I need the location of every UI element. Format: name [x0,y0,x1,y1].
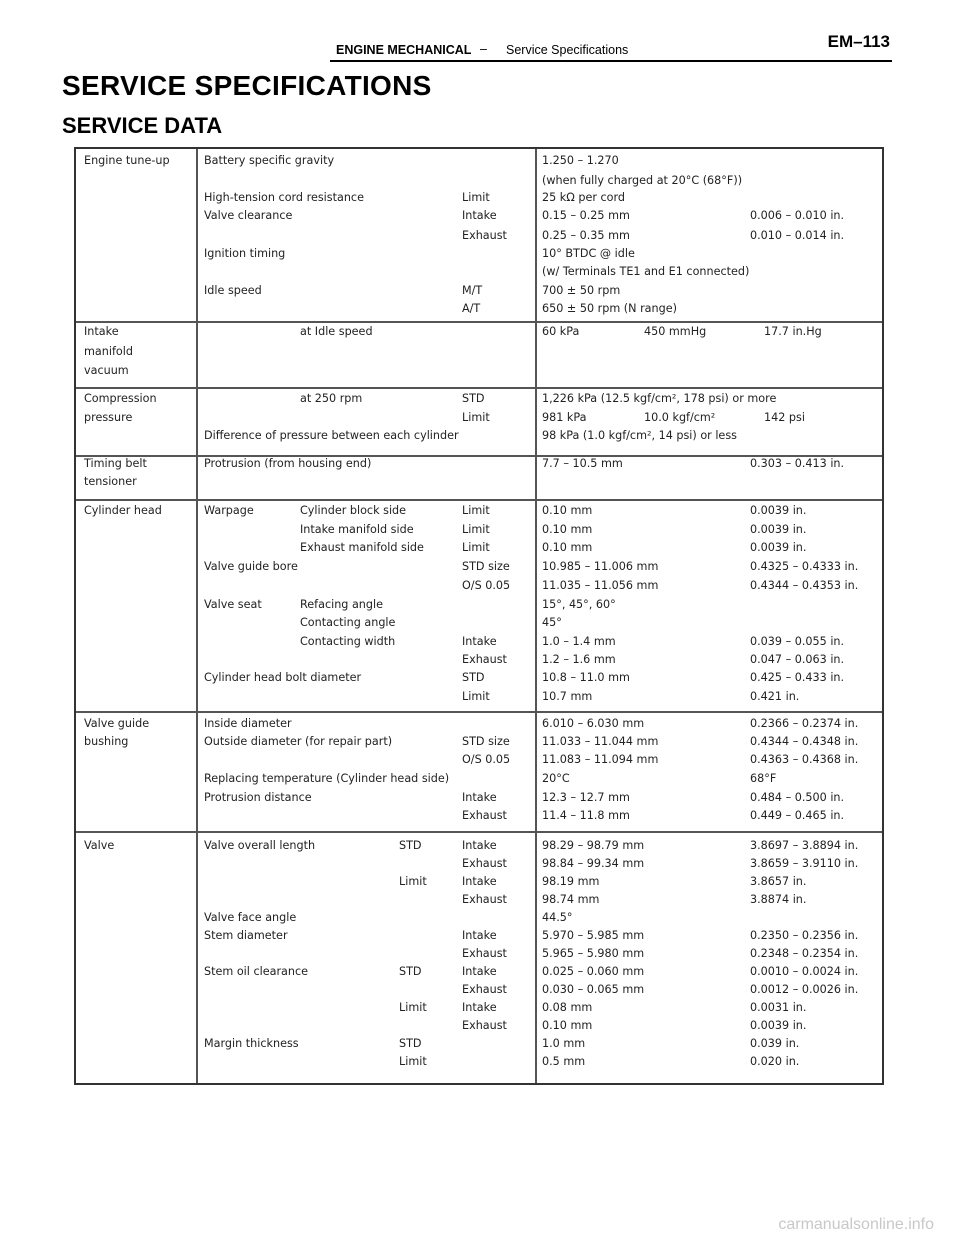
row-divider [76,387,882,389]
cylinder-head-imperial-value: 0.0039 in. [750,541,807,554]
valve-condition-label: STD [399,839,422,852]
cylinder-head-imperial-value: 0.0039 in. [750,523,807,536]
cylinder-head-sub-parameter-label: Intake manifold side [300,523,414,536]
valve-guide-bushing-item-label: Valve guide [84,717,150,730]
valve-imperial-value: 0.0031 in. [750,1001,807,1014]
engine-tune-up-imperial-value: 0.006 – 0.010 in. [750,209,845,222]
timing-belt-tensioner-parameter-label: Protrusion (from housing end) [204,457,372,470]
cylinder-head-spec-type-label: Limit [462,690,490,703]
engine-tune-up-metric-value: (when fully charged at 20°C (68°F)) [542,174,743,187]
cylinder-head-metric-value: 10.7 mm [542,690,593,703]
header-section: ENGINE MECHANICAL [336,43,472,57]
valve-spec-type-label: Intake [462,929,497,942]
intake-manifold-vacuum-item-label: vacuum [84,364,129,377]
valve-spec-type-label: Exhaust [462,947,507,960]
cylinder-head-imperial-value: 0.039 – 0.055 in. [750,635,845,648]
cylinder-head-metric-value: 45° [542,616,562,629]
row-divider [76,711,882,713]
cylinder-head-metric-value: 0.10 mm [542,504,593,517]
compression-pressure-item-label: Compression [84,392,157,405]
timing-belt-tensioner-imperial-value: 0.303 – 0.413 in. [750,457,845,470]
valve-guide-bushing-metric-value: 12.3 – 12.7 mm [542,791,630,804]
valve-spec-type-label: Intake [462,875,497,888]
valve-metric-value: 98.29 – 98.79 mm [542,839,645,852]
valve-guide-bushing-spec-type-label: STD size [462,735,510,748]
row-divider [76,499,882,501]
valve-guide-bushing-item-label: bushing [84,735,129,748]
valve-guide-bushing-spec-type-label: O/S 0.05 [462,753,511,766]
valve-guide-bushing-parameter-label: Replacing temperature (Cylinder head side) [204,772,450,785]
cylinder-head-parameter-label: Cylinder head bolt diameter [204,671,362,684]
valve-parameter-label: Valve overall length [204,839,316,852]
valve-guide-bushing-parameter-label: Outside diameter (for repair part) [204,735,393,748]
cylinder-head-imperial-value: 0.421 in. [750,690,800,703]
section-title: SERVICE DATA [62,113,223,138]
valve-imperial-value: 0.0012 – 0.0026 in. [750,983,859,996]
engine-tune-up-metric-value: 0.15 – 0.25 mm [542,209,630,222]
cylinder-head-sub-parameter-label: Contacting angle [300,616,396,629]
compression-pressure-sub-parameter-label: at 250 rpm [300,392,363,405]
engine-tune-up-metric-value: 10° BTDC @ idle [542,247,635,260]
cylinder-head-parameter-label: Valve guide bore [204,560,298,573]
compression-pressure-parameter-label: Difference of pressure between each cylinder [204,429,459,442]
valve-guide-bushing-imperial-value: 0.4344 – 0.4348 in. [750,735,859,748]
engine-tune-up-metric-value: 25 kΩ per cord [542,191,626,204]
engine-tune-up-metric-value: 0.25 – 0.35 mm [542,229,630,242]
engine-tune-up-spec-type-label: Limit [462,191,490,204]
intake-manifold-vacuum-item-label: manifold [84,345,133,358]
watermark: carmanualsonline.info [778,1216,934,1233]
compression-pressure-metric-value: 981 kPa [542,411,587,424]
valve-guide-bushing-parameter-label: Inside diameter [204,717,292,730]
engine-tune-up-metric-value: 650 ± 50 rpm (N range) [542,302,677,315]
valve-metric-value: 98.74 mm [542,893,600,906]
cylinder-head-spec-type-label: Intake [462,635,497,648]
engine-tune-up-parameter-label: Valve clearance [204,209,293,222]
row-divider [76,321,882,323]
valve-parameter-label: Stem oil clearance [204,965,309,978]
valve-guide-bushing-imperial-value: 0.2366 – 0.2374 in. [750,717,859,730]
intake-manifold-vacuum-metric-value: 60 kPa [542,325,580,338]
cylinder-head-metric-value: 10.8 – 11.0 mm [542,671,630,684]
valve-imperial-value: 3.8659 – 3.9110 in. [750,857,859,870]
column-divider [196,149,198,1083]
valve-imperial-value: 3.8657 in. [750,875,807,888]
valve-metric-value: 1.0 mm [542,1037,586,1050]
engine-tune-up-spec-type-label: A/T [462,302,481,315]
cylinder-head-sub-parameter-label: Contacting width [300,635,396,648]
engine-tune-up-parameter-label: Ignition timing [204,247,286,260]
valve-spec-type-label: Exhaust [462,983,507,996]
cylinder-head-imperial-value: 0.425 – 0.433 in. [750,671,845,684]
cylinder-head-parameter-label: Warpage [204,504,254,517]
valve-imperial-value: 0.0039 in. [750,1019,807,1032]
valve-metric-value: 5.970 – 5.985 mm [542,929,645,942]
engine-tune-up-metric-value: 1.250 – 1.270 [542,154,619,167]
cylinder-head-metric-value: 10.985 – 11.006 mm [542,560,659,573]
cylinder-head-spec-type-label: Exhaust [462,653,507,666]
engine-tune-up-spec-type-label: Intake [462,209,497,222]
valve-guide-bushing-parameter-label: Protrusion distance [204,791,312,804]
cylinder-head-imperial-value: 0.4325 – 0.4333 in. [750,560,859,573]
cylinder-head-item-label: Cylinder head [84,504,162,517]
compression-pressure-imperial-value-alt: 142 psi [764,411,805,424]
intake-manifold-vacuum-metric-value-alt: 450 mmHg [644,325,707,338]
header-rule [330,60,892,62]
cylinder-head-sub-parameter-label: Cylinder block side [300,504,407,517]
valve-metric-value: 0.030 – 0.065 mm [542,983,645,996]
valve-condition-label: Limit [399,875,427,888]
compression-pressure-spec-type-label: Limit [462,411,490,424]
valve-spec-type-label: Exhaust [462,857,507,870]
valve-guide-bushing-metric-value: 11.083 – 11.094 mm [542,753,659,766]
column-divider [535,149,537,1083]
valve-metric-value: 0.025 – 0.060 mm [542,965,645,978]
valve-condition-label: STD [399,965,422,978]
valve-imperial-value: 3.8874 in. [750,893,807,906]
intake-manifold-vacuum-imperial-value-alt: 17.7 in.Hg [764,325,822,338]
service-data-table [74,147,884,1085]
valve-spec-type-label: Exhaust [462,1019,507,1032]
cylinder-head-spec-type-label: O/S 0.05 [462,579,511,592]
valve-condition-label: Limit [399,1001,427,1014]
header-subsection: Service Specifications [506,43,629,57]
cylinder-head-metric-value: 0.10 mm [542,541,593,554]
cylinder-head-imperial-value: 0.047 – 0.063 in. [750,653,845,666]
compression-pressure-metric-value-alt: 10.0 kgf/cm² [644,411,716,424]
header-separator: – [480,42,487,56]
engine-tune-up-metric-value: (w/ Terminals TE1 and E1 connected) [542,265,750,278]
valve-guide-bushing-metric-value: 11.033 – 11.044 mm [542,735,659,748]
valve-guide-bushing-imperial-value: 0.449 – 0.465 in. [750,809,845,822]
intake-manifold-vacuum-sub-parameter-label: at Idle speed [300,325,373,338]
valve-imperial-value: 0.039 in. [750,1037,800,1050]
engine-tune-up-parameter-label: Idle speed [204,284,262,297]
cylinder-head-sub-parameter-label: Exhaust manifold side [300,541,424,554]
engine-tune-up-imperial-value: 0.010 – 0.014 in. [750,229,845,242]
valve-metric-value: 98.19 mm [542,875,600,888]
valve-imperial-value: 0.2348 – 0.2354 in. [750,947,859,960]
cylinder-head-metric-value: 1.0 – 1.4 mm [542,635,616,648]
cylinder-head-spec-type-label: STD [462,671,485,684]
cylinder-head-metric-value: 15°, 45°, 60° [542,598,616,611]
valve-metric-value: 0.10 mm [542,1019,593,1032]
cylinder-head-spec-type-label: Limit [462,504,490,517]
timing-belt-tensioner-item-label: tensioner [84,475,137,488]
valve-guide-bushing-metric-value: 20°C [542,772,570,785]
valve-imperial-value: 3.8697 – 3.8894 in. [750,839,859,852]
valve-metric-value: 0.08 mm [542,1001,593,1014]
cylinder-head-parameter-label: Valve seat [204,598,262,611]
valve-condition-label: Limit [399,1055,427,1068]
page-header [330,28,892,62]
valve-metric-value: 5.965 – 5.980 mm [542,947,645,960]
compression-pressure-item-label: pressure [84,411,133,424]
engine-tune-up-parameter-label: High-tension cord resistance [204,191,364,204]
valve-imperial-value: 0.020 in. [750,1055,800,1068]
valve-imperial-value: 0.0010 – 0.0024 in. [750,965,859,978]
cylinder-head-spec-type-label: Limit [462,523,490,536]
cylinder-head-metric-value: 1.2 – 1.6 mm [542,653,616,666]
page-number: EM–113 [827,32,890,51]
engine-tune-up-metric-value: 700 ± 50 rpm [542,284,621,297]
valve-parameter-label: Valve face angle [204,911,297,924]
engine-tune-up-spec-type-label: Exhaust [462,229,507,242]
intake-manifold-vacuum-item-label: Intake [84,325,119,338]
valve-metric-value: 98.84 – 99.34 mm [542,857,645,870]
valve-metric-value: 0.5 mm [542,1055,586,1068]
page-title: SERVICE SPECIFICATIONS [62,70,432,101]
valve-metric-value: 44.5° [542,911,573,924]
compression-pressure-metric-value: 98 kPa (1.0 kgf/cm², 14 psi) or less [542,429,737,442]
valve-guide-bushing-metric-value: 11.4 – 11.8 mm [542,809,630,822]
valve-spec-type-label: Intake [462,1001,497,1014]
valve-spec-type-label: Intake [462,839,497,852]
valve-guide-bushing-imperial-value: 0.484 – 0.500 in. [750,791,845,804]
valve-guide-bushing-spec-type-label: Exhaust [462,809,507,822]
valve-spec-type-label: Intake [462,965,497,978]
cylinder-head-metric-value: 0.10 mm [542,523,593,536]
engine-tune-up-parameter-label: Battery specific gravity [204,154,335,167]
compression-pressure-metric-value: 1,226 kPa (12.5 kgf/cm², 178 psi) or more [542,392,777,405]
valve-parameter-label: Margin thickness [204,1037,299,1050]
cylinder-head-spec-type-label: STD size [462,560,510,573]
valve-guide-bushing-imperial-value: 68°F [750,772,777,785]
cylinder-head-imperial-value: 0.4344 – 0.4353 in. [750,579,859,592]
valve-condition-label: STD [399,1037,422,1050]
engine-tune-up-spec-type-label: M/T [462,284,483,297]
cylinder-head-sub-parameter-label: Refacing angle [300,598,383,611]
valve-imperial-value: 0.2350 – 0.2356 in. [750,929,859,942]
valve-spec-type-label: Exhaust [462,893,507,906]
valve-parameter-label: Stem diameter [204,929,288,942]
engine-tune-up-item-label: Engine tune-up [84,154,170,167]
compression-pressure-spec-type-label: STD [462,392,485,405]
cylinder-head-spec-type-label: Limit [462,541,490,554]
valve-item-label: Valve [84,839,115,852]
valve-guide-bushing-metric-value: 6.010 – 6.030 mm [542,717,645,730]
timing-belt-tensioner-metric-value: 7.7 – 10.5 mm [542,457,623,470]
cylinder-head-metric-value: 11.035 – 11.056 mm [542,579,659,592]
valve-guide-bushing-imperial-value: 0.4363 – 0.4368 in. [750,753,859,766]
valve-guide-bushing-spec-type-label: Intake [462,791,497,804]
timing-belt-tensioner-item-label: Timing belt [84,457,147,470]
row-divider [76,831,882,833]
cylinder-head-imperial-value: 0.0039 in. [750,504,807,517]
